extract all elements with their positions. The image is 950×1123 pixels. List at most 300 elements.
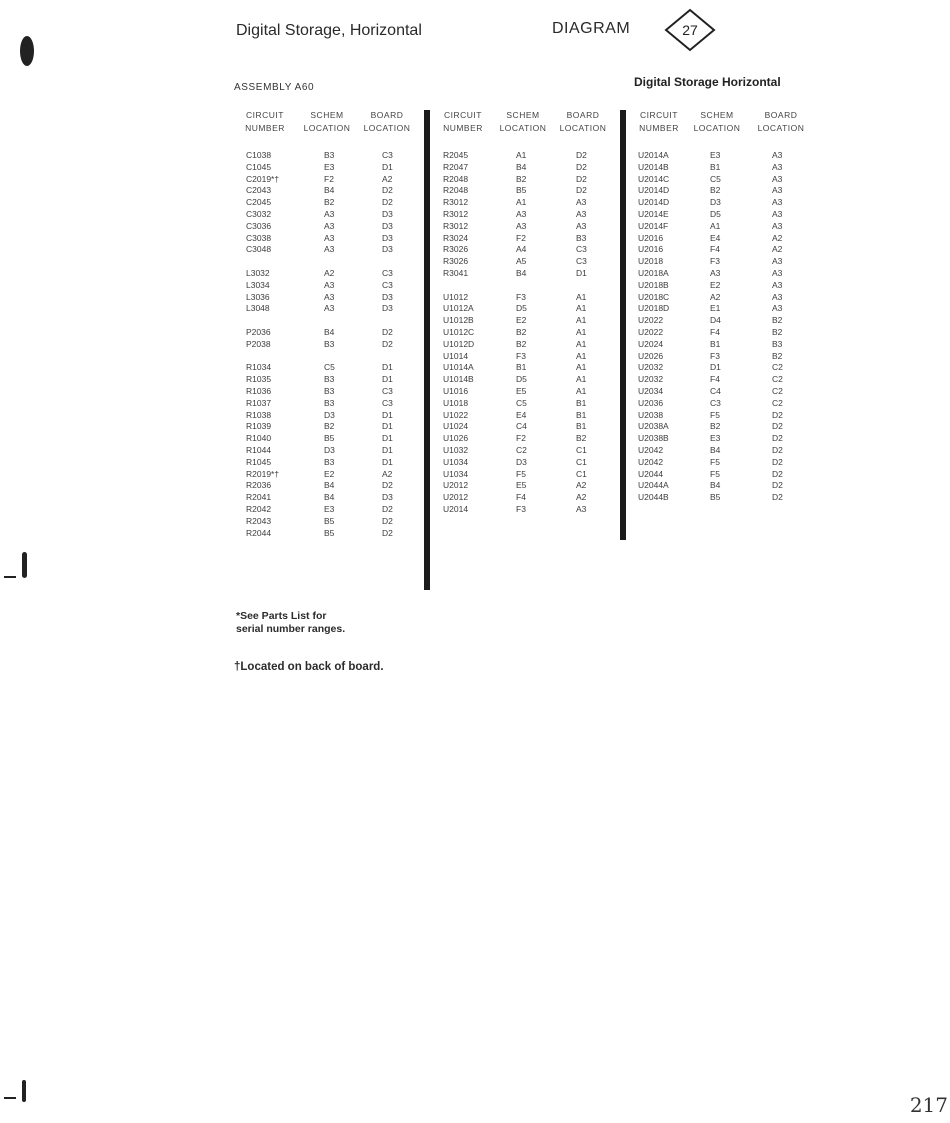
board-location-cell: A3 [772, 197, 783, 208]
circuit-number-cell: R2048 [443, 173, 469, 184]
circuit-number-cell: U2038 [638, 409, 664, 420]
board-location-cell: D3 [382, 220, 393, 231]
schem-location-cell: F3 [516, 291, 526, 302]
schem-location-cell: A3 [710, 267, 721, 278]
table-row [443, 315, 613, 327]
table-gap [246, 256, 416, 268]
circuit-number-cell: R1034 [246, 362, 272, 373]
table-row [246, 233, 416, 245]
table-row [443, 492, 613, 504]
circuit-number-cell: R3012 [443, 197, 469, 208]
circuit-number-cell: R3024 [443, 232, 469, 243]
circuit-number-cell: R3012 [443, 220, 469, 231]
board-location-cell: D2 [382, 503, 393, 514]
table-row [638, 174, 813, 186]
board-location-cell: D2 [382, 326, 393, 337]
board-location-cell: A3 [576, 197, 587, 208]
schem-location-cell: B5 [324, 515, 335, 526]
schem-location-cell: D3 [710, 197, 721, 208]
table-row [638, 398, 813, 410]
schem-location-cell: C3 [710, 397, 721, 408]
board-location-cell: D2 [772, 468, 783, 479]
schem-location-cell: B3 [324, 374, 335, 385]
schem-location-cell: C5 [516, 397, 527, 408]
circuit-number-cell: U2016 [638, 232, 664, 243]
schem-location-cell: B5 [324, 433, 335, 444]
table-row [246, 244, 416, 256]
table-row [443, 268, 613, 280]
schem-location-cell: B3 [324, 456, 335, 467]
schem-location-cell: D5 [710, 208, 721, 219]
col-board-location-3: BOARD LOCATION [757, 110, 805, 133]
diagram-number: 27 [682, 22, 698, 38]
table-row [443, 339, 613, 351]
table-row [638, 457, 813, 469]
circuit-number-cell: U2018B [638, 279, 669, 290]
circuit-number-cell: U2018 [638, 256, 664, 267]
table-row [246, 528, 416, 540]
col-board-location-2: BOARD LOCATION [559, 110, 607, 133]
circuit-number-cell: R2042 [246, 503, 272, 514]
circuit-number-cell: U1012B [443, 315, 474, 326]
schem-location-cell: F5 [710, 456, 720, 467]
board-location-cell: D2 [576, 150, 587, 160]
board-location-cell: A3 [576, 208, 587, 219]
circuit-number-cell: U1012 [443, 291, 469, 302]
board-location-cell: B1 [576, 397, 587, 408]
diamond-icon [664, 8, 716, 52]
circuit-number-cell: U2014D [638, 185, 670, 196]
schem-location-cell: C4 [710, 385, 721, 396]
board-location-cell: C2 [772, 362, 783, 373]
table-row [443, 244, 613, 256]
schem-location-cell: B1 [710, 338, 721, 349]
table-row [246, 303, 416, 315]
board-location-cell: D3 [382, 303, 393, 314]
circuit-number-cell: U2032 [638, 362, 664, 373]
schem-location-cell: B4 [324, 480, 335, 491]
table-row [246, 480, 416, 492]
schem-location-cell: E3 [710, 150, 721, 160]
schem-location-cell: B5 [324, 527, 335, 538]
col-circuit-number-1: CIRCUIT NUMBER [245, 110, 285, 133]
schem-location-cell: A3 [324, 279, 335, 290]
board-location-cell: B2 [772, 326, 783, 337]
table-row [443, 221, 613, 233]
schem-location-cell: A2 [324, 267, 335, 278]
table-row [638, 445, 813, 457]
circuit-number-cell: C1038 [246, 150, 272, 160]
circuit-number-cell: C3048 [246, 244, 272, 255]
col-schem-location-1: SCHEM LOCATION [303, 110, 351, 133]
table-row [638, 492, 813, 504]
schem-location-cell: E4 [710, 232, 721, 243]
circuit-number-cell: U2018C [638, 291, 670, 302]
circuit-number-cell: U1014 [443, 350, 469, 361]
schem-location-cell: A3 [324, 208, 335, 219]
schem-location-cell: B2 [324, 197, 335, 208]
circuit-number-cell: U2014B [638, 161, 669, 172]
schem-location-cell: E4 [516, 409, 527, 420]
board-location-cell: C3 [382, 385, 393, 396]
table-row [443, 150, 613, 162]
board-location-cell: D2 [772, 492, 783, 503]
board-location-cell: B3 [772, 338, 783, 349]
schem-location-cell: E3 [324, 503, 335, 514]
table-gap [443, 280, 613, 292]
binder-hole-mark [4, 1097, 16, 1099]
footnote-serial: *See Parts List for serial number ranges. [236, 610, 346, 635]
schem-location-cell: D1 [710, 362, 721, 373]
table-row [246, 457, 416, 469]
board-location-cell: D2 [772, 480, 783, 491]
table-row [246, 469, 416, 481]
table-row [443, 433, 613, 445]
table-row [246, 339, 416, 351]
schem-location-cell: A3 [324, 303, 335, 314]
circuit-number-cell: U2012 [443, 492, 469, 503]
circuit-number-cell: R2036 [246, 480, 272, 491]
parts-table-2 [443, 150, 613, 516]
circuit-number-cell: P2036 [246, 326, 271, 337]
circuit-number-cell: R3026 [443, 256, 469, 267]
board-location-cell: D1 [382, 433, 393, 444]
table-row [638, 315, 813, 327]
circuit-number-cell: L3034 [246, 279, 270, 290]
schem-location-cell: A3 [324, 232, 335, 243]
binder-hole-mark [4, 576, 16, 578]
table-gap [246, 315, 416, 327]
schem-location-cell: F3 [516, 503, 526, 514]
board-location-cell: D2 [382, 527, 393, 538]
circuit-number-cell: R1040 [246, 433, 272, 444]
board-location-cell: A3 [772, 220, 783, 231]
board-location-cell: D2 [576, 161, 587, 172]
schem-location-cell: D5 [516, 374, 527, 385]
table-row [638, 327, 813, 339]
schem-location-cell: F4 [516, 492, 526, 503]
board-location-cell: D2 [382, 185, 393, 196]
table-row [443, 303, 613, 315]
board-location-cell: A2 [772, 244, 783, 255]
board-location-cell: A3 [772, 173, 783, 184]
circuit-number-cell: U2034 [638, 385, 664, 396]
circuit-number-cell: P2038 [246, 338, 271, 349]
board-location-cell: D1 [382, 374, 393, 385]
board-location-cell: A3 [576, 503, 587, 514]
table-row [638, 410, 813, 422]
board-location-cell: A1 [576, 385, 587, 396]
schem-location-cell: D3 [516, 456, 527, 467]
circuit-number-cell: L3048 [246, 303, 270, 314]
schem-location-cell: B4 [710, 480, 721, 491]
board-location-cell: B2 [772, 315, 783, 326]
table-row [246, 445, 416, 457]
circuit-number-cell: R2048 [443, 185, 469, 196]
page-number: 217 [909, 1093, 948, 1117]
table-row [246, 327, 416, 339]
schem-location-cell: E1 [710, 303, 721, 314]
schem-location-cell: F2 [516, 232, 526, 243]
board-location-cell: A3 [772, 208, 783, 219]
board-location-cell: D3 [382, 208, 393, 219]
board-location-cell: A3 [772, 291, 783, 302]
circuit-number-cell: U2014C [638, 173, 670, 184]
col-circuit-number-2: CIRCUIT NUMBER [443, 110, 483, 133]
table-row [246, 492, 416, 504]
table-row [246, 433, 416, 445]
circuit-number-cell: U2014D [638, 197, 670, 208]
table-row [443, 480, 613, 492]
circuit-number-cell: R3041 [443, 267, 469, 278]
board-location-cell: A2 [382, 173, 393, 184]
board-location-cell: D3 [382, 244, 393, 255]
table-row [638, 374, 813, 386]
circuit-number-cell: U2038B [638, 433, 669, 444]
circuit-number-cell: C2045 [246, 197, 272, 208]
table-gap [246, 351, 416, 363]
table-row [246, 386, 416, 398]
circuit-number-cell: U2044B [638, 492, 669, 503]
circuit-number-cell: U1032 [443, 444, 469, 455]
table-row [638, 362, 813, 374]
page-title: Digital Storage, Horizontal [236, 22, 422, 39]
table-row [443, 351, 613, 363]
parts-table-3 [638, 150, 813, 504]
board-location-cell: A3 [576, 220, 587, 231]
circuit-number-cell: C2043 [246, 185, 272, 196]
circuit-number-cell: U1026 [443, 433, 469, 444]
table-row [638, 256, 813, 268]
circuit-number-cell: C3036 [246, 220, 272, 231]
table-row [443, 374, 613, 386]
circuit-number-cell: R1039 [246, 421, 272, 432]
board-location-cell: B1 [576, 409, 587, 420]
table-row [443, 362, 613, 374]
schem-location-cell: D5 [516, 303, 527, 314]
table-row [443, 233, 613, 245]
schem-location-cell: A3 [516, 220, 527, 231]
circuit-number-cell: U1014B [443, 374, 474, 385]
circuit-number-cell: U1014A [443, 362, 474, 373]
circuit-number-cell: U1034 [443, 468, 469, 479]
board-location-cell: C2 [772, 397, 783, 408]
circuit-number-cell: R1044 [246, 444, 272, 455]
circuit-number-cell: U2038A [638, 421, 669, 432]
board-location-cell: A3 [772, 256, 783, 267]
binder-hole-mark [22, 1080, 26, 1102]
board-location-cell: D1 [382, 161, 393, 172]
table-row [443, 162, 613, 174]
board-location-cell: D1 [382, 362, 393, 373]
schem-location-cell: D3 [324, 409, 335, 420]
table-row [443, 445, 613, 457]
schem-location-cell: E3 [324, 161, 335, 172]
board-location-cell: A1 [576, 303, 587, 314]
board-location-cell: A3 [772, 185, 783, 196]
circuit-number-cell: R2043 [246, 515, 272, 526]
binder-hole-mark [22, 552, 27, 578]
schem-location-cell: B3 [324, 150, 335, 160]
board-location-cell: B2 [576, 433, 587, 444]
col-circuit-number-3: CIRCUIT NUMBER [639, 110, 679, 133]
board-location-cell: D2 [772, 444, 783, 455]
table-row [638, 268, 813, 280]
schem-location-cell: F3 [710, 350, 720, 361]
schem-location-cell: B2 [710, 421, 721, 432]
table-row [246, 209, 416, 221]
board-location-cell: D1 [382, 456, 393, 467]
circuit-number-cell: R1036 [246, 385, 272, 396]
board-location-cell: A1 [576, 326, 587, 337]
table-row [443, 256, 613, 268]
table-row [443, 209, 613, 221]
board-location-cell: D1 [382, 409, 393, 420]
circuit-number-cell: U1016 [443, 385, 469, 396]
diagram-number-badge [664, 8, 716, 52]
schem-location-cell: E2 [324, 468, 335, 479]
circuit-number-cell: R1037 [246, 397, 272, 408]
board-location-cell: C1 [576, 444, 587, 455]
schem-location-cell: E2 [710, 279, 721, 290]
schem-location-cell: B4 [516, 161, 527, 172]
board-location-cell: A2 [576, 480, 587, 491]
circuit-number-cell: U1022 [443, 409, 469, 420]
schem-location-cell: A5 [516, 256, 527, 267]
circuit-number-cell: R2019*† [246, 468, 280, 479]
schem-location-cell: B3 [324, 385, 335, 396]
schem-location-cell: F3 [516, 350, 526, 361]
circuit-number-cell: U2014E [638, 208, 669, 219]
table-row [246, 174, 416, 186]
table-row [443, 386, 613, 398]
table-row [638, 433, 813, 445]
circuit-number-cell: C3032 [246, 208, 272, 219]
circuit-number-cell: U2014 [443, 503, 469, 514]
schem-location-cell: B3 [324, 397, 335, 408]
board-location-cell: C3 [576, 244, 587, 255]
board-location-cell: D1 [382, 444, 393, 455]
binder-hole-mark [20, 36, 34, 66]
table-row [638, 351, 813, 363]
board-location-cell: D2 [382, 480, 393, 491]
board-location-cell: D2 [772, 456, 783, 467]
schem-location-cell: B2 [710, 185, 721, 196]
circuit-number-cell: U2018D [638, 303, 670, 314]
schem-location-cell: A1 [516, 197, 527, 208]
schem-location-cell: B4 [324, 492, 335, 503]
parts-table-1 [246, 150, 416, 539]
circuit-number-cell: U2026 [638, 350, 664, 361]
circuit-number-cell: R2044 [246, 527, 272, 538]
schem-location-cell: F5 [516, 468, 526, 479]
board-location-cell: A1 [576, 315, 587, 326]
table-row [443, 504, 613, 516]
circuit-number-cell: L3036 [246, 291, 270, 302]
table-row [246, 516, 416, 528]
table-row [246, 268, 416, 280]
circuit-number-cell: R2045 [443, 150, 469, 160]
board-location-cell: D2 [382, 197, 393, 208]
table-row [638, 339, 813, 351]
circuit-number-cell: U2042 [638, 456, 664, 467]
table-row [443, 174, 613, 186]
circuit-number-cell: U1012A [443, 303, 474, 314]
board-location-cell: D3 [382, 492, 393, 503]
circuit-number-cell: U2044 [638, 468, 664, 479]
schem-location-cell: F2 [324, 173, 334, 184]
board-location-cell: A3 [772, 150, 783, 160]
schem-location-cell: B1 [710, 161, 721, 172]
circuit-number-cell: U2012 [443, 480, 469, 491]
schem-location-cell: B4 [324, 185, 335, 196]
table-row [443, 185, 613, 197]
circuit-number-cell: U2024 [638, 338, 664, 349]
table-row [638, 233, 813, 245]
schem-location-cell: A1 [710, 220, 721, 231]
table-row [638, 209, 813, 221]
board-location-cell: D1 [382, 421, 393, 432]
table-row [246, 421, 416, 433]
board-location-cell: C1 [576, 468, 587, 479]
circuit-number-cell: U2022 [638, 315, 664, 326]
board-location-cell: D2 [576, 185, 587, 196]
board-location-cell: C3 [382, 279, 393, 290]
circuit-number-cell: R2041 [246, 492, 272, 503]
board-location-cell: A2 [772, 232, 783, 243]
table-row [638, 221, 813, 233]
schem-location-cell: F4 [710, 374, 720, 385]
table-row [443, 292, 613, 304]
table-row [443, 197, 613, 209]
circuit-number-cell: R1038 [246, 409, 272, 420]
circuit-number-cell: L3032 [246, 267, 270, 278]
table-row [246, 280, 416, 292]
schem-location-cell: F4 [710, 244, 720, 255]
board-location-cell: D3 [382, 291, 393, 302]
board-location-cell: D3 [382, 232, 393, 243]
table-row [246, 398, 416, 410]
table-row [638, 386, 813, 398]
schem-location-cell: C5 [710, 173, 721, 184]
table-row [246, 374, 416, 386]
board-location-cell: D2 [772, 433, 783, 444]
schem-location-cell: B4 [516, 267, 527, 278]
schem-location-cell: B2 [516, 173, 527, 184]
board-location-cell: A1 [576, 350, 587, 361]
schem-location-cell: A3 [324, 244, 335, 255]
schem-location-cell: B4 [710, 444, 721, 455]
schem-location-cell: B2 [324, 421, 335, 432]
schem-location-cell: C5 [324, 362, 335, 373]
board-location-cell: D2 [382, 338, 393, 349]
board-location-cell: A1 [576, 338, 587, 349]
board-location-cell: A1 [576, 291, 587, 302]
table-row [246, 150, 416, 162]
board-location-cell: D2 [772, 409, 783, 420]
table-row [638, 162, 813, 174]
board-location-cell: B3 [576, 232, 587, 243]
circuit-number-cell: C1045 [246, 161, 272, 172]
circuit-number-cell: C2019*† [246, 173, 280, 184]
circuit-number-cell: U2018A [638, 267, 669, 278]
schem-location-cell: A3 [324, 220, 335, 231]
col-board-location-1: BOARD LOCATION [363, 110, 411, 133]
table-row [638, 150, 813, 162]
schem-location-cell: F5 [710, 468, 720, 479]
schem-location-cell: F3 [710, 256, 720, 267]
table-row [638, 480, 813, 492]
